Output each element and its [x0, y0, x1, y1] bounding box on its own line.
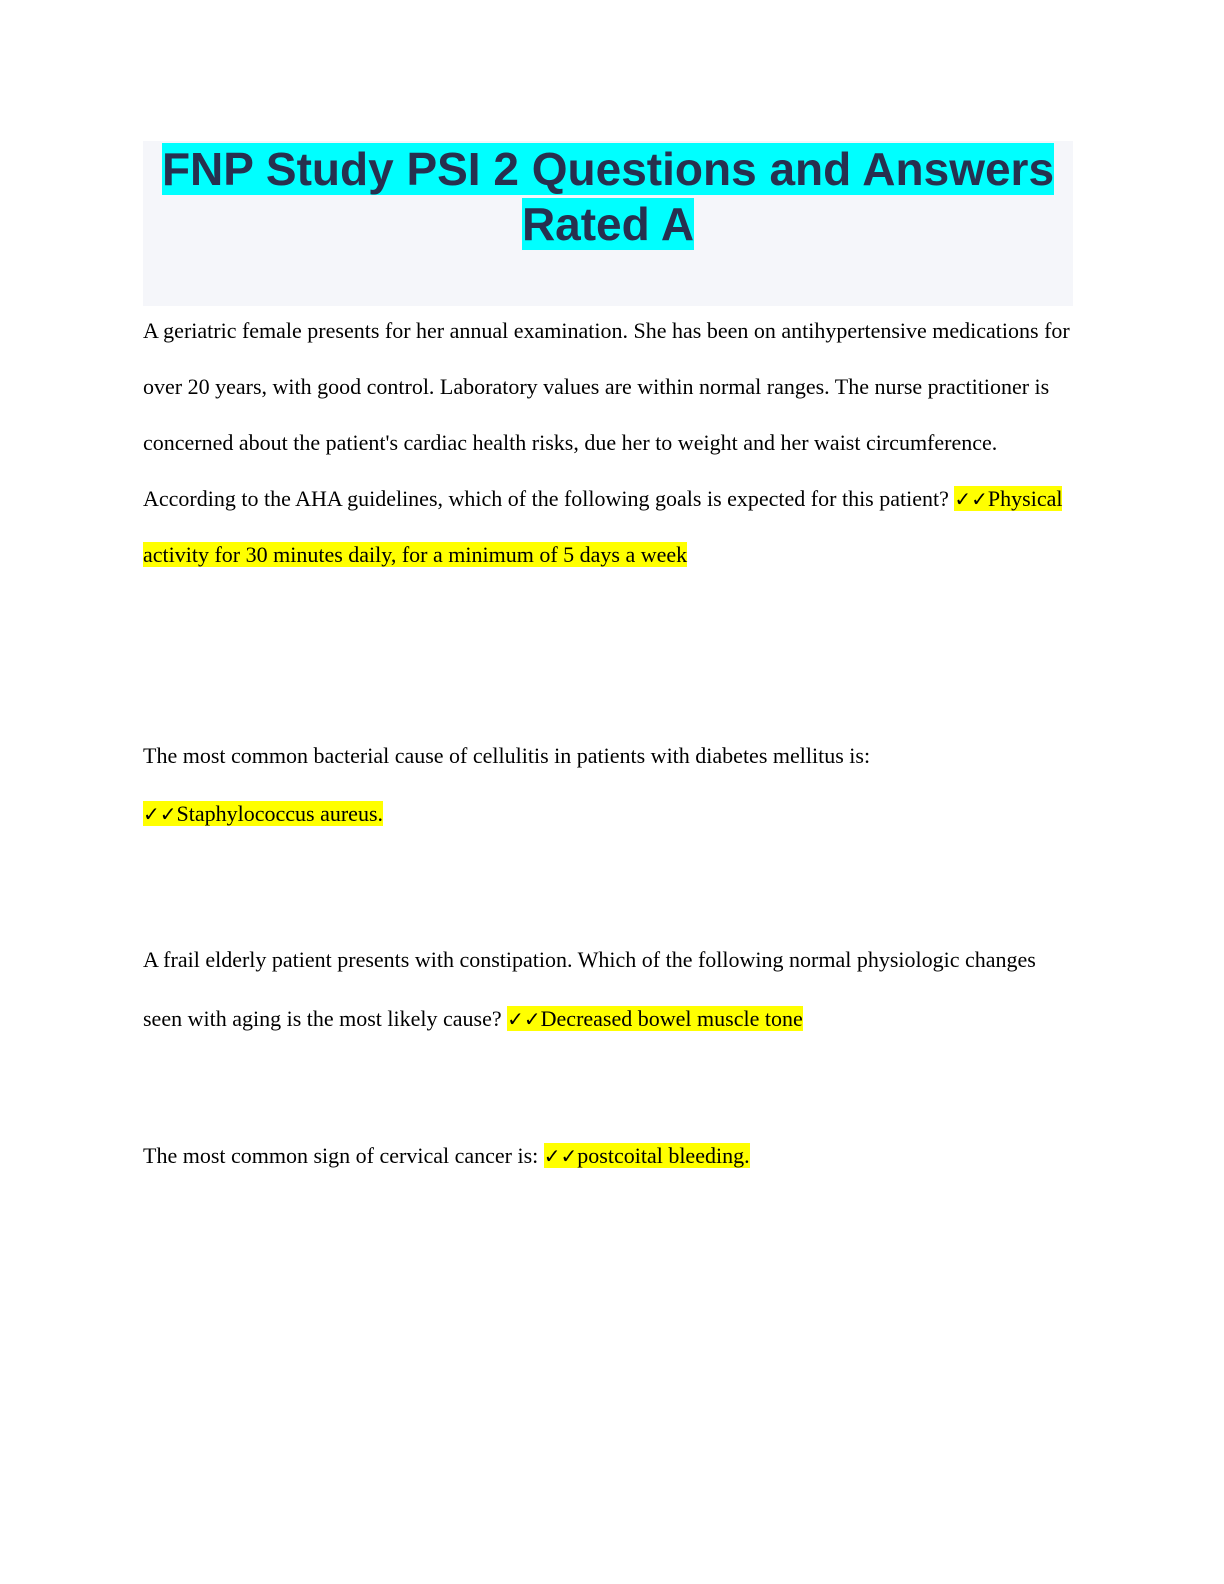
title-line-2: Rated A: [521, 198, 695, 250]
qa-item-4: [143, 1139, 1073, 1173]
qa-item-3: [143, 930, 1073, 1049]
qa-item-1: [143, 303, 1073, 583]
answer-text: Physical activity for 30 minutes daily, for a minimum of 5 days a week: [143, 486, 1063, 567]
answer-highlight: [507, 1006, 803, 1031]
answer-highlight: [143, 801, 383, 826]
answer-text: Staphylococcus aureus.: [176, 801, 384, 826]
document-title: [143, 141, 1073, 252]
title-line-1: FNP Study PSI 2 Questions and Answers: [161, 143, 1055, 195]
checkmark-icon: ✓✓: [543, 1144, 578, 1168]
question-text: The most common sign of cervical cancer is:: [143, 1143, 544, 1168]
title-box: [143, 141, 1073, 306]
answer-text: postcoital bleeding.: [577, 1143, 750, 1168]
answer-text: Decreased bowel muscle tone: [540, 1006, 803, 1031]
checkmark-icon: ✓✓: [507, 1007, 541, 1031]
checkmark-icon: ✓✓: [954, 487, 988, 511]
question-text: The most common bacterial cause of cellulitis in patients with diabetes mellitus is:: [143, 743, 871, 768]
question-text: A geriatric female presents for her annual examination. She has been on antihypertensive medications for over 20 years, with good control. Laboratory values are within normal ranges. The nurse practitioner is concerned about the patient's cardiac health risks, due her to weight and her waist circumference. According to the AHA guidelines, which of the following goals is expected for this patient?: [143, 318, 1070, 511]
question-text: A frail elderly patient presents with constipation. Which of the following normal physiologic changes seen with aging is the most likely cause?: [143, 947, 1036, 1031]
checkmark-icon: ✓✓: [143, 802, 177, 826]
answer-highlight: [544, 1143, 750, 1168]
qa-item-2: [143, 727, 1073, 843]
